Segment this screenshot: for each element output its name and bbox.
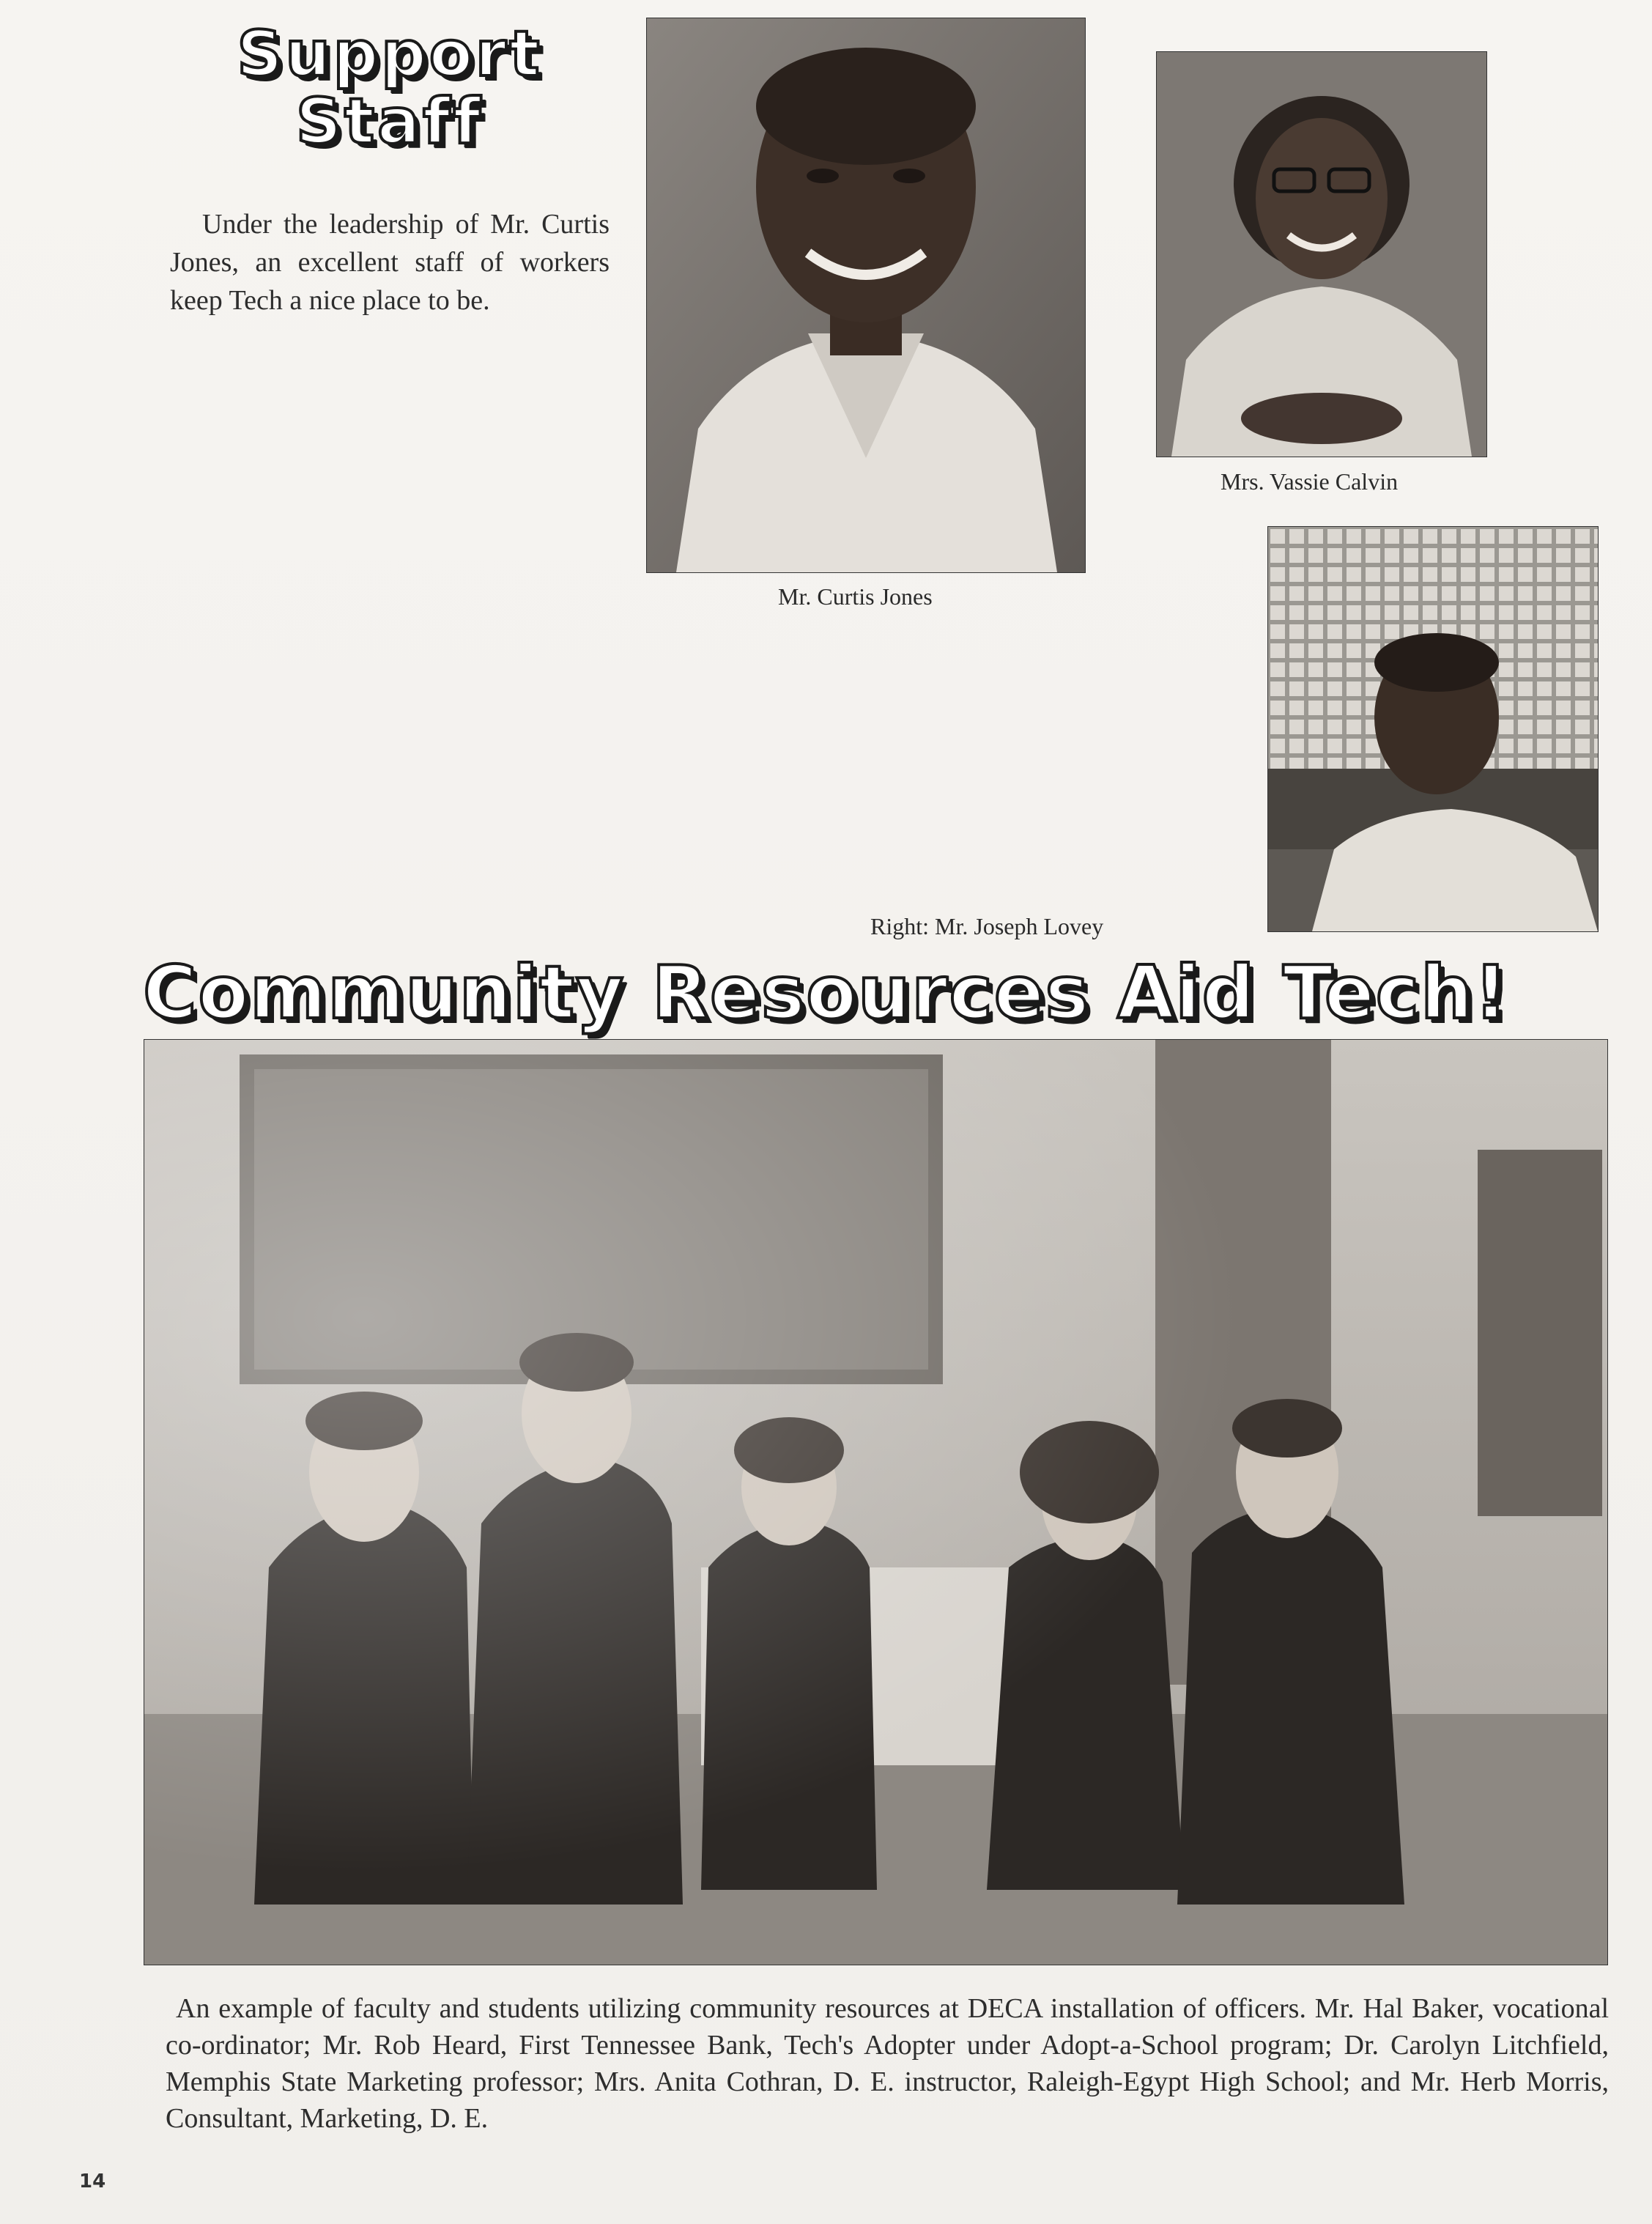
portrait-vassie-calvin xyxy=(1156,51,1487,457)
portrait-joseph-lovey xyxy=(1267,526,1599,932)
support-staff-title-line1: Support xyxy=(237,18,543,91)
page-number: 14 xyxy=(79,2171,106,2192)
support-staff-title-line2: Staff xyxy=(296,85,484,158)
support-staff-title xyxy=(192,18,588,158)
support-staff-intro: Under the leadership of Mr. Curtis Jones, an excellent staff of workers keep Tech a nice place to be. xyxy=(170,209,610,316)
group-photo-caption: An example of faculty and students utilizing community resources at DECA installation of officers. Mr. Hal Baker, vocational co-ordinator; Mr. Rob Heard, First Tennessee Bank, Tech's Adopter under Adopt-a-School program; Dr. Carolyn Litchfield, Memphis State Marketing professor; Mrs. Anita Cothran, D. E. instructor, Raleigh-Egypt High School; and Mr. Herb Morris, Consultant, Marketing, D. E. xyxy=(166,1993,1609,2134)
group-photo-deca xyxy=(144,1039,1608,1965)
caption-vassie-calvin: Mrs. Vassie Calvin xyxy=(1221,468,1399,495)
caption-curtis-jones: Mr. Curtis Jones xyxy=(778,583,933,610)
community-resources-title: Community Resources Aid Tech! xyxy=(143,950,1509,1035)
portrait-curtis-jones xyxy=(646,18,1086,573)
caption-joseph-lovey: Right: Mr. Joseph Lovey xyxy=(870,913,1104,939)
